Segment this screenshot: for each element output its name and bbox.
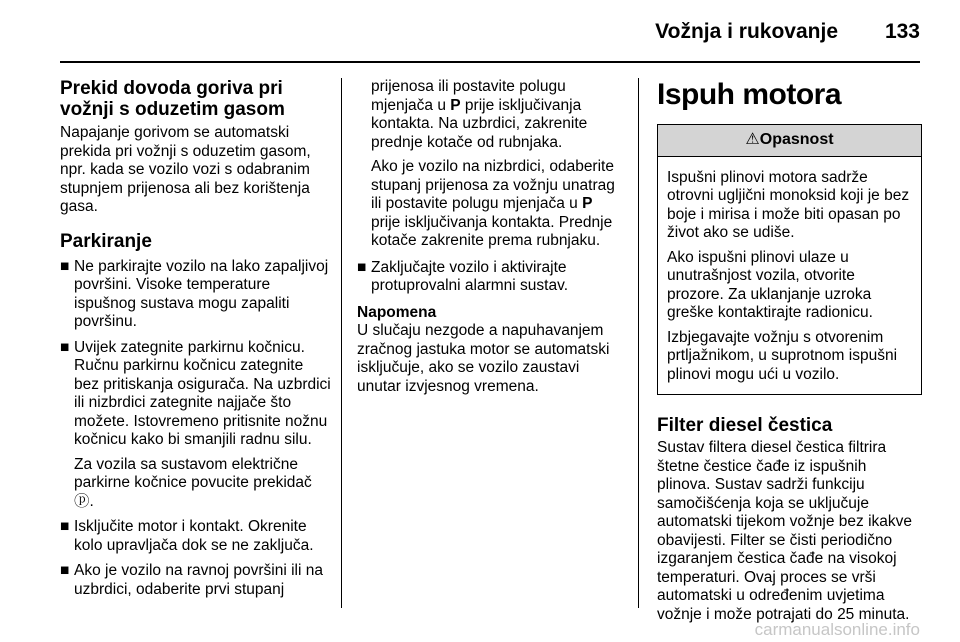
warning-paragraph-2: Ako ispušni plinovi ulaze u unutrašnjost vozila, otvorite prozore. Za uklanjanje uzroka greške kontaktirajte radionicu. — [667, 248, 873, 321]
parking-item-2-sub: Za vozila sa sustavom električne parkirne kočnice povucite prekidač ⓟ. — [74, 455, 312, 510]
list-item — [60, 339, 332, 512]
watermark: carmanualsonline.info — [754, 620, 920, 639]
bullet-icon: ■ — [60, 257, 70, 275]
parking-item-5: Zaključajte vozilo i aktivirajte protuprovalni alarmni sustav. — [371, 258, 568, 294]
list-item — [60, 518, 332, 555]
list-item — [357, 259, 624, 296]
dpf-heading: Filter diesel čestica — [657, 415, 833, 436]
dpf-text: Sustav filtera diesel čestica filtrira štetne čestice čađe iz ispušnih plinova. Sustav sadrži funkciju samočišćenja koja se uključuje automatski tijekom vožnje bez ikakve obavijesti. Filter se čisti periodično izgaranjem čestica čađe na visokoj temperaturi. Ovaj proces se vrši automatski u određenim uvjetima vožnje i može potrajati do 25 minuta. — [657, 439, 913, 623]
bullet-icon: ■ — [60, 518, 70, 535]
parking-item-4: Ako je vozilo na ravnoj površini ili na uzbrdici, odaberite prvi stupanj — [74, 562, 323, 598]
warning-paragraph-1: Ispušni plinovi motora sadrže otrovni ugljični monoksid koji je bez boje i mirisa i može biti opasan po život ako se udiše. — [667, 168, 910, 241]
column-3 — [657, 78, 922, 624]
exhaust-heading: Ispuh motora — [657, 78, 842, 111]
page-number: 133 — [884, 20, 920, 43]
header-title: Vožnja i rukovanje — [655, 20, 838, 43]
note-title: Napomena — [357, 303, 437, 321]
warning-title: Opasnost — [759, 131, 834, 148]
warning-header — [658, 125, 921, 157]
note-block — [357, 304, 624, 397]
list-item — [60, 562, 332, 599]
parking-item-1: Ne parkirajte vozilo na lako zapaljivoj površini. Visoke temperature ispušnog sustava mogu zapaliti površinu. — [74, 257, 329, 330]
column-divider-2 — [638, 78, 639, 608]
parking-item-4-continued: prijenosa ili postavite polugu mjenjača u P prije isključivanja kontakta. Na uzbrdici, zakrenite prednje kotače od rubnjaka. — [371, 78, 588, 151]
parking-item-2: Uvijek zategnite parkirnu kočnicu. Ručnu parkirnu kočnicu zategnite bez pritiskanja osigurača. Na uzbrdici ili nizbrdici zategnite najjače što možete. Istovremeno pritisnite nožnu kočnicu kako bi smanjili radnu silu. — [74, 338, 331, 448]
column-1 — [60, 78, 332, 606]
column-2 — [357, 78, 624, 396]
danger-warning-box — [657, 124, 922, 395]
page-header — [0, 0, 960, 62]
column-divider-1 — [341, 78, 342, 608]
fuel-cutoff-text: Napajanje gorivom se automatski prekida pri vožnji s oduzetim gasom, npr. kada se vozilo vozi s odabranim stupnjem prijenosa ali bez korištenja gasa. — [60, 124, 311, 215]
header-rule — [60, 61, 920, 63]
bullet-icon: ■ — [60, 338, 70, 356]
warning-paragraph-3: Izbjegavajte vožnju s otvorenim prtljažnikom, u suprotnom ispušni plinovi mogu ući u vozilo. — [667, 328, 898, 383]
parking-downhill-text: Ako je vozilo na nizbrdici, odaberite stupanj prijenosa za vožnju unatrag ili postavite polugu mjenjača u P prije isključivanja kontakta. Prednje kotače zakrenite prema rubnjaku. — [371, 158, 615, 249]
warning-body — [658, 157, 921, 395]
parking-item-3: Isključite motor i kontakt. Okrenite kolo upravljača dok se ne zaključa. — [74, 518, 314, 554]
parking-heading: Parkiranje — [60, 230, 152, 252]
warning-triangle-icon: ⚠ — [745, 131, 760, 148]
list-item — [60, 258, 332, 332]
bullet-icon: ■ — [60, 562, 70, 579]
fuel-cutoff-heading: Prekid dovoda goriva pri vožnji s oduzetim gasom — [60, 78, 285, 120]
bullet-icon: ■ — [357, 258, 367, 276]
note-text: U slučaju nezgode a napuhavanjem zračnog jastuka motor se automatski isključuje, ako se vozilo zaustavi unutar izvjesnog vremena. — [357, 322, 610, 395]
